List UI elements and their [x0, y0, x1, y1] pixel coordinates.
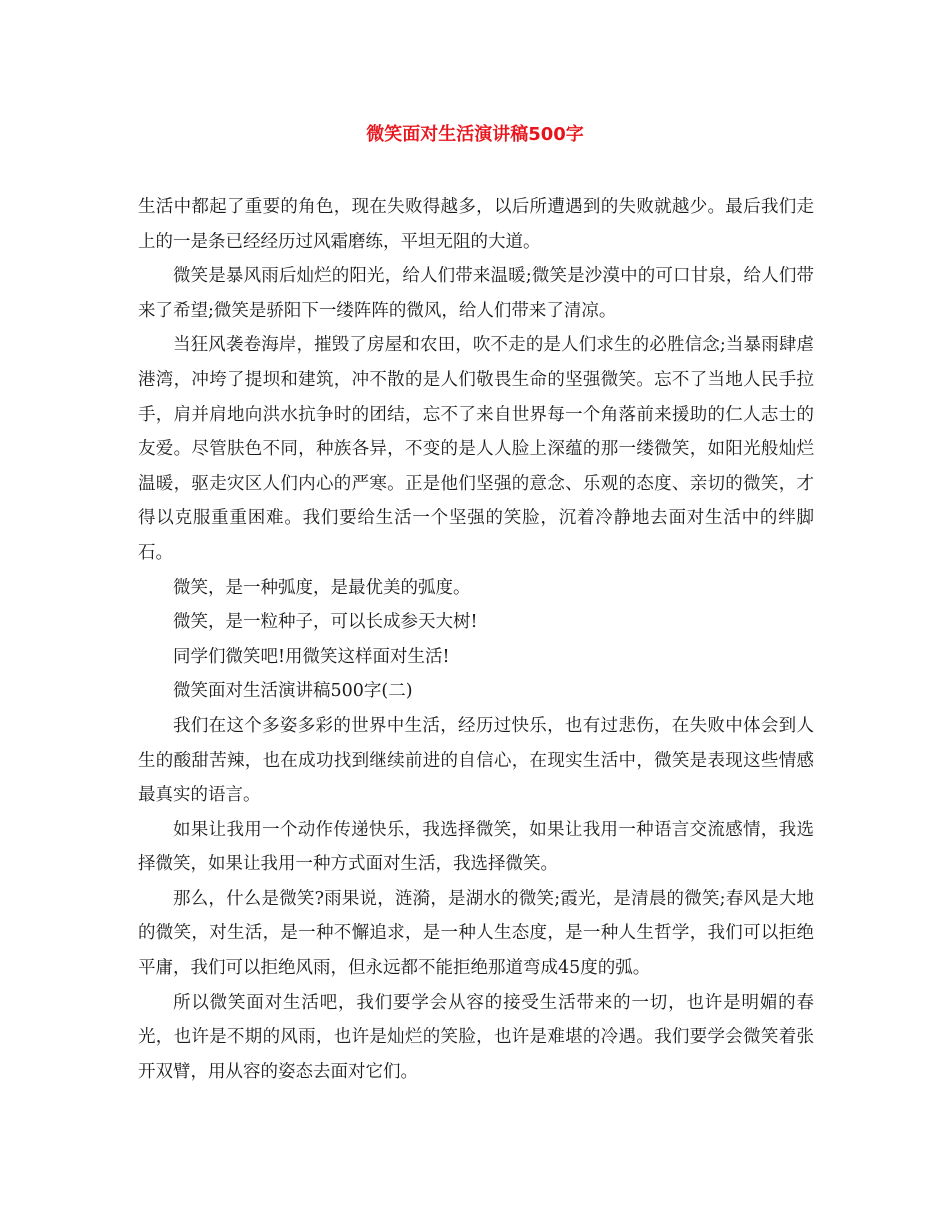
document-title: 微笑面对生活演讲稿500字 — [366, 124, 584, 145]
paragraph-3: 当狂风袭卷海岸，摧毁了房屋和农田，吹不走的是人们求生的必胜信念;当暴雨肆虐港湾，冲垮了提坝和建筑，冲不散的是人们敬畏生命的坚强微笑。忘不了当地人民手拉手，肩并肩地向洪水抗争时的团结，忘不了来自世界每一个角落前来援助的仁人志士的友爱。尽管肤色不同，种族各异，不变的是人人脸上深蕴的那一缕微笑，如阳光般灿烂温暖，驱走灾区人们内心的严寒。正是他们坚强的意念、乐观的态度、亲切的微笑，才得以克服重重困难。我们要给生活一个坚强的笑脸，沉着冷静地去面对生活中的绊脚石。 — [138, 335, 814, 563]
paragraph-2: 微笑是暴风雨后灿烂的阳光，给人们带来温暖;微笑是沙漠中的可口甘泉，给人们带来了希望;微笑是骄阳下一缕阵阵的微风，给人们带来了清凉。 — [138, 266, 814, 321]
paragraph-1: 生活中都起了重要的角色，现在失败得越多，以后所遭遇到的失败就越少。最后我们走上的一是条已经经历过风霜磨练，平坦无阻的大道。 — [138, 197, 814, 252]
paragraph-6: 同学们微笑吧!用微笑这样面对生活! — [173, 646, 450, 667]
paragraph-4: 微笑，是一种弧度，是最优美的弧度。 — [173, 577, 471, 598]
paragraph-8: 如果让我用一个动作传递快乐，我选择微笑，如果让我用一种语言交流感情，我选择微笑，如果让我用一种方式面对生活，我选择微笑。 — [138, 819, 814, 875]
paragraph-7: 我们在这个多姿多彩的世界中生活，经历过快乐，也有过悲伤，在失败中体会到人生的酸甜苦辣，也在成功找到继续前进的自信心，在现实生活中，微笑是表现这些情感最真实的语言。 — [138, 715, 814, 806]
paragraph-5: 微笑，是一粒种子，可以长成参天大树! — [173, 612, 478, 633]
paragraph-10: 所以微笑面对生活吧，我们要学会从容的接受生活带来的一切，也许是明媚的春光，也许是不期的风雨，也许是灿烂的笑脸，也许是难堪的冷遇。我们要学会微笑着张开双臂，用从容的姿态去面对它们。 — [138, 992, 814, 1082]
section-heading-2: 微笑面对生活演讲稿500字(二) — [173, 681, 413, 702]
document-body — [138, 190, 814, 1089]
paragraph-9: 那么，什么是微笑?雨果说，涟漪，是湖水的微笑;霞光，是清晨的微笑;春风是大地的微笑，对生活，是一种不懈追求，是一种人生态度，是一种人生哲学，我们可以拒绝平庸，我们可以拒绝风雨，但永远都不能拒绝那道弯成45度的弧。 — [138, 888, 814, 979]
